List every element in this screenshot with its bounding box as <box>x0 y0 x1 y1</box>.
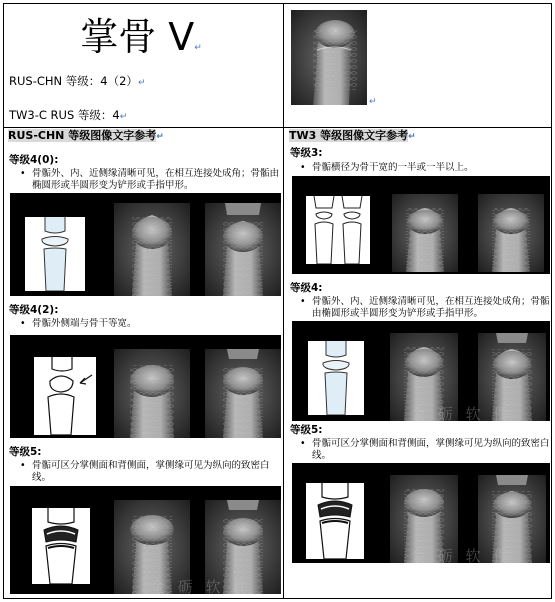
bone-diagram <box>306 196 370 264</box>
xray-strip <box>292 463 550 563</box>
xray-image <box>114 203 190 296</box>
bone-diagram <box>34 357 96 435</box>
grade-description: • 骨骺可区分掌侧面和背侧面，掌侧缘可见为纵向的致密白线。 <box>300 438 550 461</box>
grade-title: 等级4(0): <box>9 154 59 166</box>
bone-diagram <box>308 341 364 415</box>
column-divider <box>283 3 284 599</box>
xray-strip <box>10 486 281 594</box>
grade-description: • 骨骺横径为骨干宽的一半或一半以上。 <box>300 162 474 173</box>
xray-strip <box>10 193 281 296</box>
grade-title: 等级5: <box>290 424 323 436</box>
rus-chn-reference-heading: RUS-CHN 等级图像文字参考↵ <box>8 129 164 142</box>
xray-strip <box>292 321 550 421</box>
xray-image <box>205 203 281 296</box>
page-title: 掌骨 V↵ <box>80 15 202 59</box>
grade-title: 等级3: <box>290 147 323 159</box>
rus-chn-grade: RUS-CHN 等级：4（2）↵ <box>9 74 146 88</box>
tw3-grade: TW3-C RUS 等级：4↵ <box>9 108 128 122</box>
grade-description: • 骨骺外、内、近侧缘清晰可见，在相互连接处成角；骨骺由椭圆形或半圆形变为铲形或手指甲形。 <box>300 296 550 319</box>
bone-diagram <box>306 483 364 559</box>
grade-title: 等级4(2): <box>9 304 59 316</box>
row-divider <box>3 127 552 128</box>
grade-description: • 骨骺外、内、近侧缘清晰可见，在相互连接处成角；骨骺由椭圆形或半圆形变为铲形或手指甲形。 <box>20 168 280 191</box>
grade-title: 等级5: <box>9 446 42 458</box>
tw3-reference-heading: TW3 等级图像文字参考↵ <box>289 129 416 142</box>
watermark: 金 砺 软 件 <box>410 547 513 563</box>
bone-diagram <box>32 508 90 584</box>
xray-image <box>114 349 190 438</box>
grade-description: • 骨骺外侧端与骨干等宽。 <box>20 318 137 329</box>
xray-image <box>392 194 458 272</box>
xray-strip <box>10 335 281 438</box>
grade-title: 等级4: <box>290 282 323 294</box>
bone-diagram <box>25 217 85 291</box>
xray-strip <box>292 176 550 274</box>
grade-description: • 骨骺可区分掌侧面和背侧面，掌侧缘可见为纵向的致密白线。 <box>20 460 270 483</box>
xray-thumbnail <box>291 10 367 105</box>
watermark: 金 砺 软 件 <box>410 405 513 421</box>
xray-image <box>478 194 544 272</box>
watermark: 金 砺 软 件 <box>150 578 253 594</box>
xray-image <box>205 349 281 438</box>
